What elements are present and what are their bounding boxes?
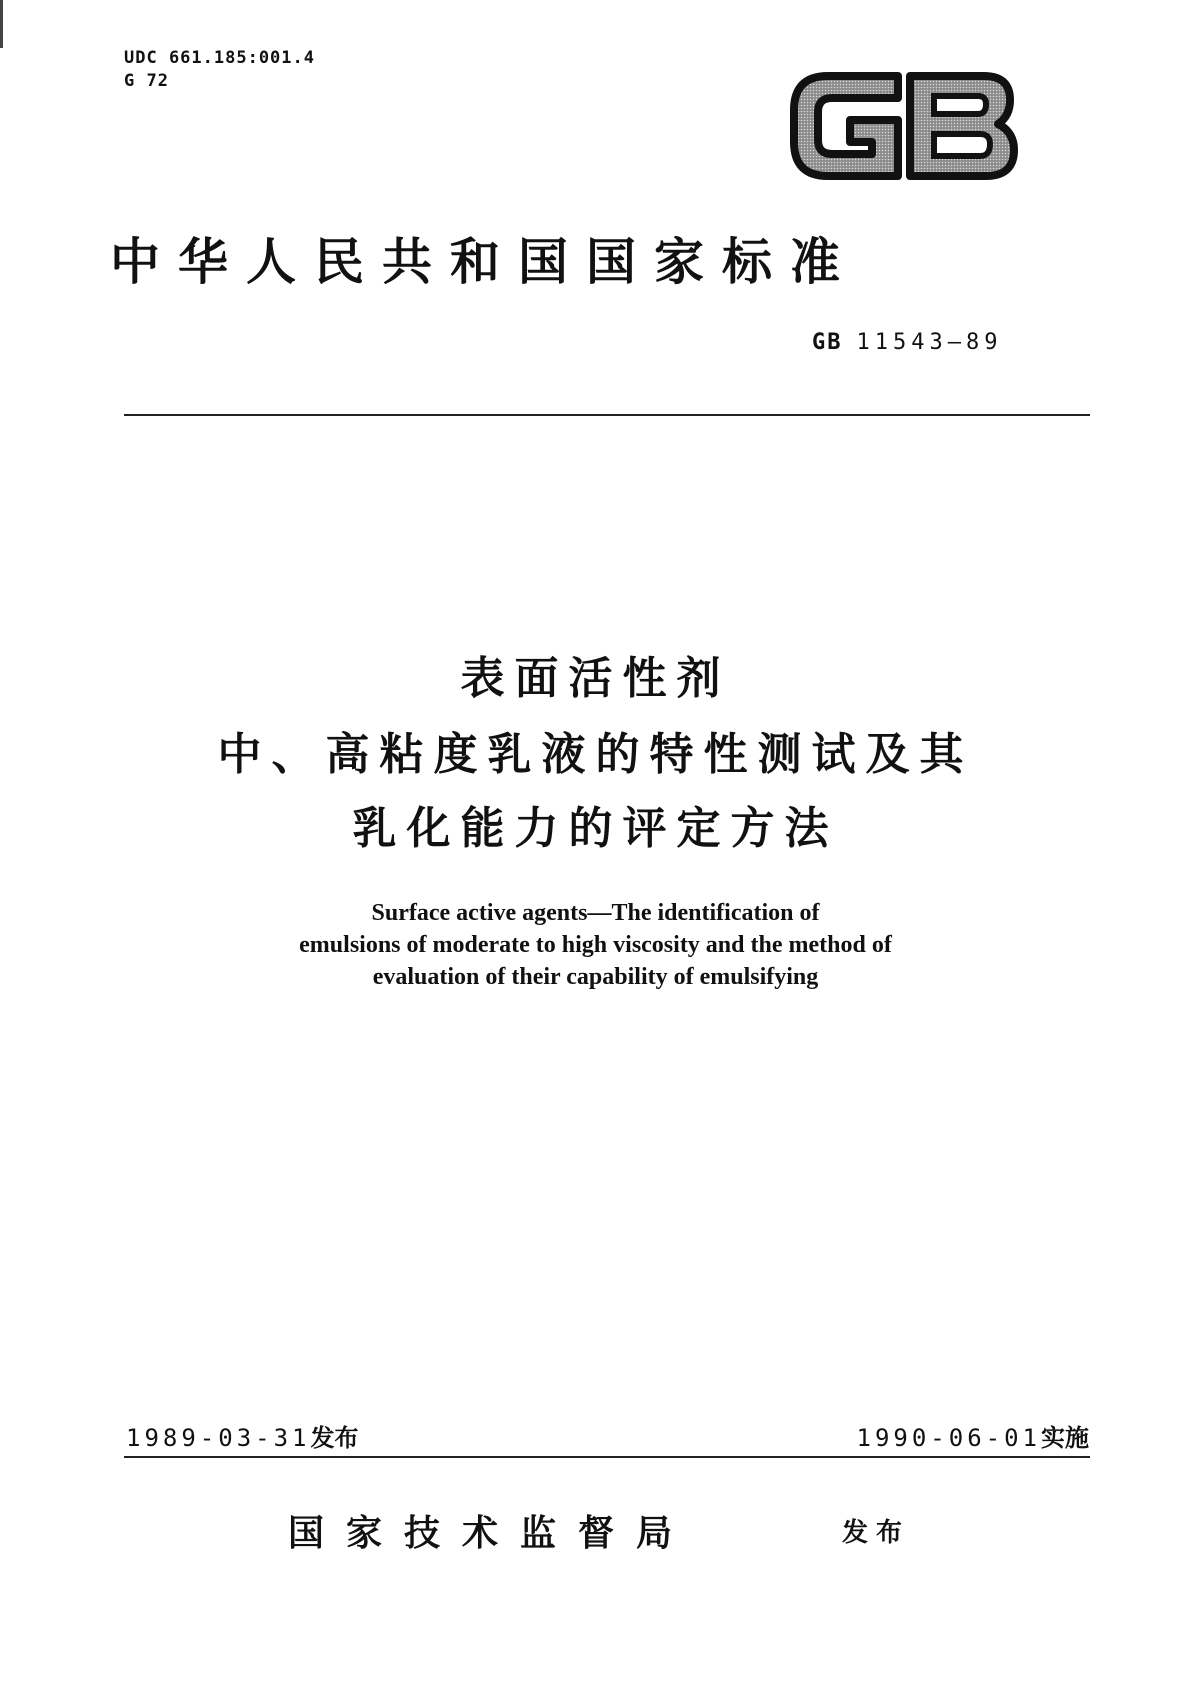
- standard-code: 11543—89: [856, 330, 1003, 355]
- standard-number: [812, 330, 1002, 355]
- scan-edge-mark: [0, 0, 3, 48]
- issue-date-value: 1989-03-31: [126, 1424, 311, 1452]
- publisher-name: 国家技术监督局: [288, 1512, 695, 1554]
- udc-code: UDC 661.185:001.4: [124, 48, 315, 68]
- issue-date: [126, 1418, 359, 1453]
- effective-date-label: 实施: [1041, 1424, 1089, 1452]
- gb-standard-logo: [788, 62, 1020, 188]
- effective-date-value: 1990-06-01: [856, 1424, 1041, 1452]
- national-standard-title: 中华人民共和国国家标准: [110, 232, 858, 291]
- issue-date-label: 发布: [310, 1424, 359, 1452]
- logo-letter-b-icon: [910, 76, 1014, 176]
- publisher-action: 发布: [842, 1518, 911, 1548]
- footer-divider: [124, 1456, 1090, 1458]
- standard-prefix: GB: [812, 330, 843, 355]
- logo-letter-g-icon: [794, 76, 898, 176]
- header-divider: [124, 414, 1090, 416]
- chinese-title-line-1: 表面活性剂: [460, 653, 731, 704]
- english-title-line-1: Surface active agents—The identification of: [371, 900, 820, 926]
- chinese-title-line-2: 中、高粘度乳液的特性测试及其: [217, 729, 974, 780]
- english-title-line-2: emulsions of moderate to high viscosity and the method of: [299, 932, 892, 958]
- english-title-line-3: evaluation of their capability of emulsifying: [372, 964, 819, 990]
- ccs-code: G 72: [124, 71, 169, 91]
- chinese-title-line-3: 乳化能力的评定方法: [352, 803, 839, 854]
- effective-date: [857, 1418, 1090, 1453]
